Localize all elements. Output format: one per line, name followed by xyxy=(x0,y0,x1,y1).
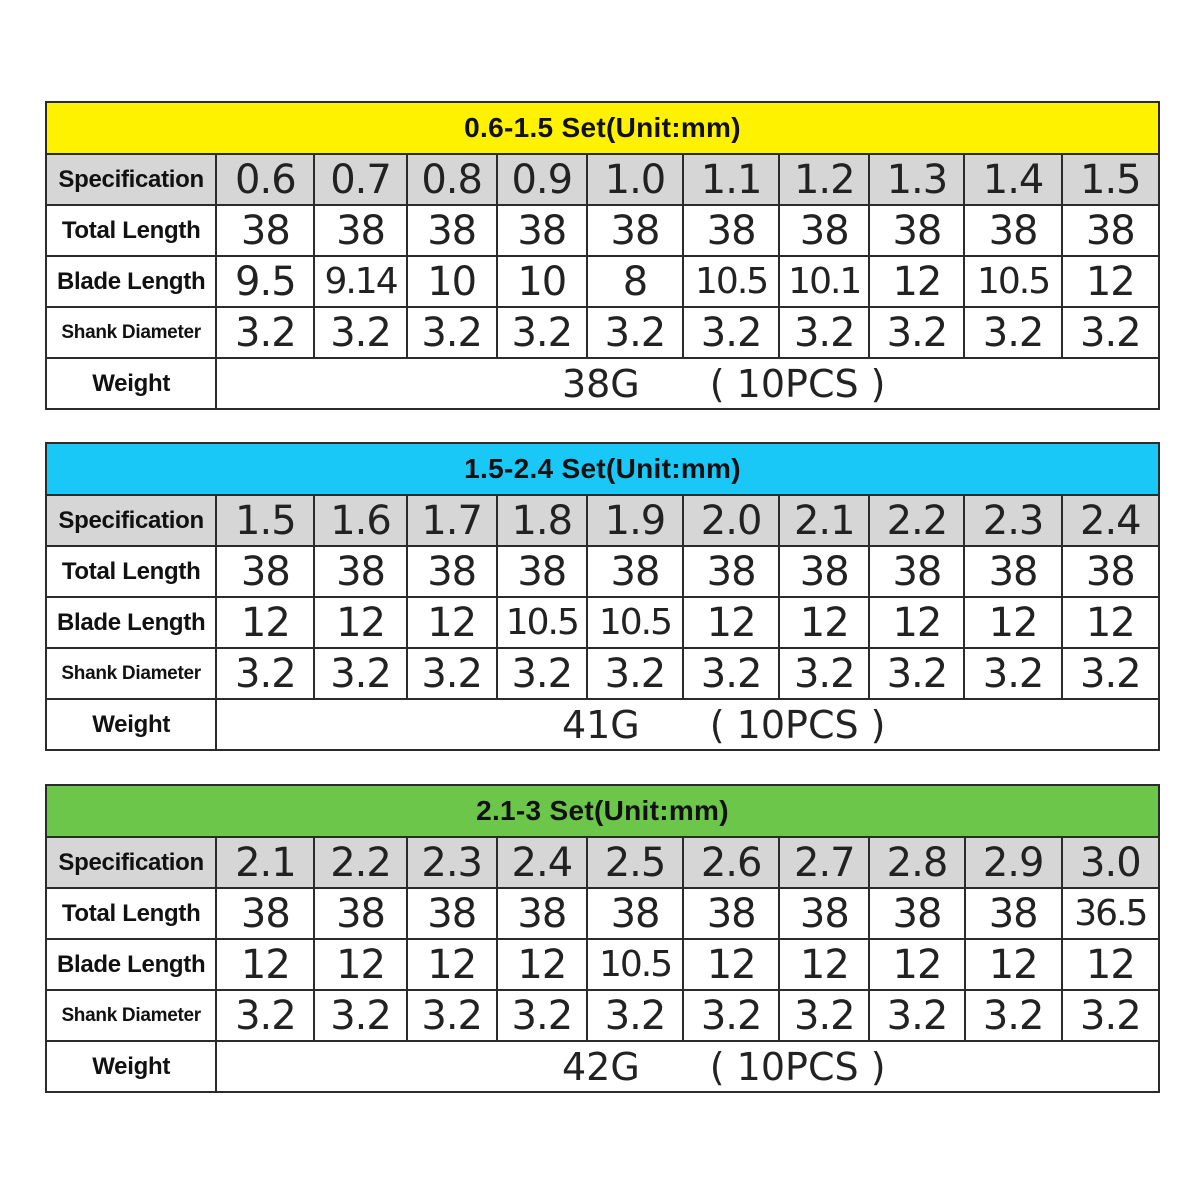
table-cell: 1.8 xyxy=(497,495,587,546)
table-cell: 10.5 xyxy=(587,939,683,990)
table-title: 0.6-1.5 Set(Unit:mm) xyxy=(46,102,1159,154)
weight-quantity: ( 10PCS ) xyxy=(709,1044,886,1089)
table-cell: 36.5 xyxy=(1062,888,1159,939)
weight-grams: 42G xyxy=(561,1044,640,1089)
table-cell: 38 xyxy=(314,888,406,939)
table-cell: 38 xyxy=(869,205,964,256)
table-cell: 1.7 xyxy=(407,495,497,546)
table-cell: 12 xyxy=(497,939,587,990)
table-cell: 3.2 xyxy=(314,648,406,699)
table-cell: 12 xyxy=(314,939,406,990)
table-cell: 12 xyxy=(683,597,779,648)
table-cell: 0.6 xyxy=(216,154,314,205)
table-cell: 38 xyxy=(779,546,869,597)
table-cell: 3.2 xyxy=(497,990,587,1041)
table-cell: 3.2 xyxy=(407,990,497,1041)
weight-row xyxy=(46,358,1159,409)
size-table-3 xyxy=(45,784,1160,1093)
table-cell: 3.2 xyxy=(1062,648,1159,699)
table-cell: 3.2 xyxy=(683,648,779,699)
table-cell: 3.2 xyxy=(407,307,497,358)
row-label: Specification xyxy=(46,154,216,205)
blade-length-row xyxy=(46,939,1159,990)
weight-grams: 41G xyxy=(561,702,640,747)
size-table-1 xyxy=(45,101,1160,410)
table-cell: 12 xyxy=(407,597,497,648)
total-length-row xyxy=(46,888,1159,939)
table-cell: 3.2 xyxy=(497,307,587,358)
weight-value-cell xyxy=(216,699,1159,750)
table-cell: 1.4 xyxy=(964,154,1061,205)
table-cell: 3.2 xyxy=(869,648,964,699)
table-cell: 38 xyxy=(216,888,314,939)
table-cell: 3.2 xyxy=(869,307,964,358)
table-cell: 38 xyxy=(314,546,406,597)
table-cell: 12 xyxy=(869,256,964,307)
table-cell: 3.2 xyxy=(869,990,964,1041)
table-cell: 10.5 xyxy=(587,597,683,648)
blade-length-row xyxy=(46,256,1159,307)
row-label: Total Length xyxy=(46,205,216,256)
table-cell: 38 xyxy=(1062,546,1159,597)
table-cell: 3.2 xyxy=(683,990,779,1041)
row-label: Blade Length xyxy=(46,256,216,307)
table-cell: 38 xyxy=(497,546,587,597)
table-cell: 12 xyxy=(216,597,314,648)
table-cell: 12 xyxy=(779,939,869,990)
table-cell: 38 xyxy=(779,205,869,256)
table-cell: 1.0 xyxy=(587,154,683,205)
table-cell: 12 xyxy=(965,939,1062,990)
table-cell: 38 xyxy=(964,546,1061,597)
table-cell: 12 xyxy=(407,939,497,990)
row-label: Weight xyxy=(46,699,216,750)
table-cell: 0.7 xyxy=(314,154,406,205)
table-cell: 38 xyxy=(407,546,497,597)
table-cell: 38 xyxy=(407,888,497,939)
table-cell: 3.2 xyxy=(779,307,869,358)
table-cell: 0.8 xyxy=(407,154,497,205)
table-cell: 3.2 xyxy=(1062,990,1159,1041)
table-cell: 1.6 xyxy=(314,495,406,546)
table-cell: 3.2 xyxy=(407,648,497,699)
total-length-row xyxy=(46,205,1159,256)
table-cell: 3.2 xyxy=(964,648,1061,699)
table-cell: 2.5 xyxy=(587,837,683,888)
table-cell: 38 xyxy=(314,205,406,256)
table-cell: 1.3 xyxy=(869,154,964,205)
table-cell: 38 xyxy=(497,888,587,939)
table-cell: 38 xyxy=(1062,205,1159,256)
shank-diameter-row xyxy=(46,648,1159,699)
specification-row xyxy=(46,837,1159,888)
table-cell: 12 xyxy=(216,939,314,990)
table-cell: 12 xyxy=(683,939,779,990)
table-cell: 38 xyxy=(683,546,779,597)
table-cell: 38 xyxy=(964,205,1061,256)
table-cell: 3.2 xyxy=(216,307,314,358)
table-cell: 2.3 xyxy=(964,495,1061,546)
row-label: Total Length xyxy=(46,888,216,939)
table-cell: 1.1 xyxy=(683,154,779,205)
row-label: Shank Diameter xyxy=(46,648,216,699)
table-cell: 1.5 xyxy=(1062,154,1159,205)
table-cell: 3.2 xyxy=(587,307,683,358)
table-cell: 3.2 xyxy=(587,990,683,1041)
table-cell: 38 xyxy=(869,888,964,939)
table-cell: 12 xyxy=(869,939,964,990)
table-cell: 3.2 xyxy=(216,648,314,699)
table-cell: 1.9 xyxy=(587,495,683,546)
table-cell: 12 xyxy=(1062,939,1159,990)
table-title: 1.5-2.4 Set(Unit:mm) xyxy=(46,443,1159,495)
row-label: Blade Length xyxy=(46,597,216,648)
table-cell: 38 xyxy=(497,205,587,256)
table-cell: 2.1 xyxy=(779,495,869,546)
weight-value-cell xyxy=(216,1041,1159,1092)
table-cell: 2.9 xyxy=(965,837,1062,888)
table-cell: 1.5 xyxy=(216,495,314,546)
table-cell: 2.4 xyxy=(497,837,587,888)
table-cell: 3.2 xyxy=(964,307,1061,358)
table-cell: 3.2 xyxy=(497,648,587,699)
table-cell: 38 xyxy=(683,205,779,256)
table-cell: 38 xyxy=(216,546,314,597)
table-cell: 9.14 xyxy=(314,256,406,307)
weight-quantity: ( 10PCS ) xyxy=(709,361,886,406)
table-cell: 1.2 xyxy=(779,154,869,205)
table-cell: 0.9 xyxy=(497,154,587,205)
table-cell: 12 xyxy=(869,597,964,648)
table-cell: 3.2 xyxy=(965,990,1062,1041)
row-label: Specification xyxy=(46,495,216,546)
row-label: Specification xyxy=(46,837,216,888)
table-cell: 3.2 xyxy=(216,990,314,1041)
table-cell: 10.5 xyxy=(683,256,779,307)
table-cell: 8 xyxy=(587,256,683,307)
row-label: Blade Length xyxy=(46,939,216,990)
table-cell: 3.2 xyxy=(587,648,683,699)
specification-row xyxy=(46,154,1159,205)
table-cell: 12 xyxy=(779,597,869,648)
table-cell: 38 xyxy=(683,888,779,939)
table-cell: 38 xyxy=(869,546,964,597)
table-cell: 2.7 xyxy=(779,837,869,888)
weight-grams: 38G xyxy=(561,361,640,406)
table-cell: 3.0 xyxy=(1062,837,1159,888)
weight-row xyxy=(46,699,1159,750)
table-cell: 10.1 xyxy=(779,256,869,307)
table-cell: 38 xyxy=(779,888,869,939)
table-cell: 3.2 xyxy=(314,990,406,1041)
table-cell: 2.4 xyxy=(1062,495,1159,546)
table-cell: 12 xyxy=(314,597,406,648)
table-cell: 38 xyxy=(587,888,683,939)
table-cell: 2.0 xyxy=(683,495,779,546)
table-cell: 2.2 xyxy=(869,495,964,546)
total-length-row xyxy=(46,546,1159,597)
table-cell: 3.2 xyxy=(779,990,869,1041)
table-cell: 2.3 xyxy=(407,837,497,888)
table-cell: 10 xyxy=(497,256,587,307)
weight-quantity: ( 10PCS ) xyxy=(709,702,886,747)
table-cell: 10.5 xyxy=(497,597,587,648)
row-label: Shank Diameter xyxy=(46,990,216,1041)
weight-row xyxy=(46,1041,1159,1092)
table-cell: 10.5 xyxy=(964,256,1061,307)
size-table-2 xyxy=(45,442,1160,751)
weight-value-cell xyxy=(216,358,1159,409)
shank-diameter-row xyxy=(46,990,1159,1041)
table-cell: 38 xyxy=(216,205,314,256)
row-label: Shank Diameter xyxy=(46,307,216,358)
table-cell: 3.2 xyxy=(683,307,779,358)
row-label: Weight xyxy=(46,1041,216,1092)
table-cell: 2.1 xyxy=(216,837,314,888)
table-cell: 9.5 xyxy=(216,256,314,307)
table-cell: 38 xyxy=(965,888,1062,939)
row-label: Total Length xyxy=(46,546,216,597)
table-cell: 38 xyxy=(587,546,683,597)
table-cell: 2.2 xyxy=(314,837,406,888)
table-cell: 3.2 xyxy=(779,648,869,699)
table-cell: 2.6 xyxy=(683,837,779,888)
shank-diameter-row xyxy=(46,307,1159,358)
table-cell: 2.8 xyxy=(869,837,964,888)
table-cell: 12 xyxy=(1062,597,1159,648)
table-cell: 12 xyxy=(1062,256,1159,307)
blade-length-row xyxy=(46,597,1159,648)
table-cell: 38 xyxy=(407,205,497,256)
table-cell: 3.2 xyxy=(1062,307,1159,358)
table-cell: 38 xyxy=(587,205,683,256)
specification-row xyxy=(46,495,1159,546)
table-cell: 12 xyxy=(964,597,1061,648)
table-cell: 10 xyxy=(407,256,497,307)
table-cell: 3.2 xyxy=(314,307,406,358)
table-title: 2.1-3 Set(Unit:mm) xyxy=(46,785,1159,837)
row-label: Weight xyxy=(46,358,216,409)
